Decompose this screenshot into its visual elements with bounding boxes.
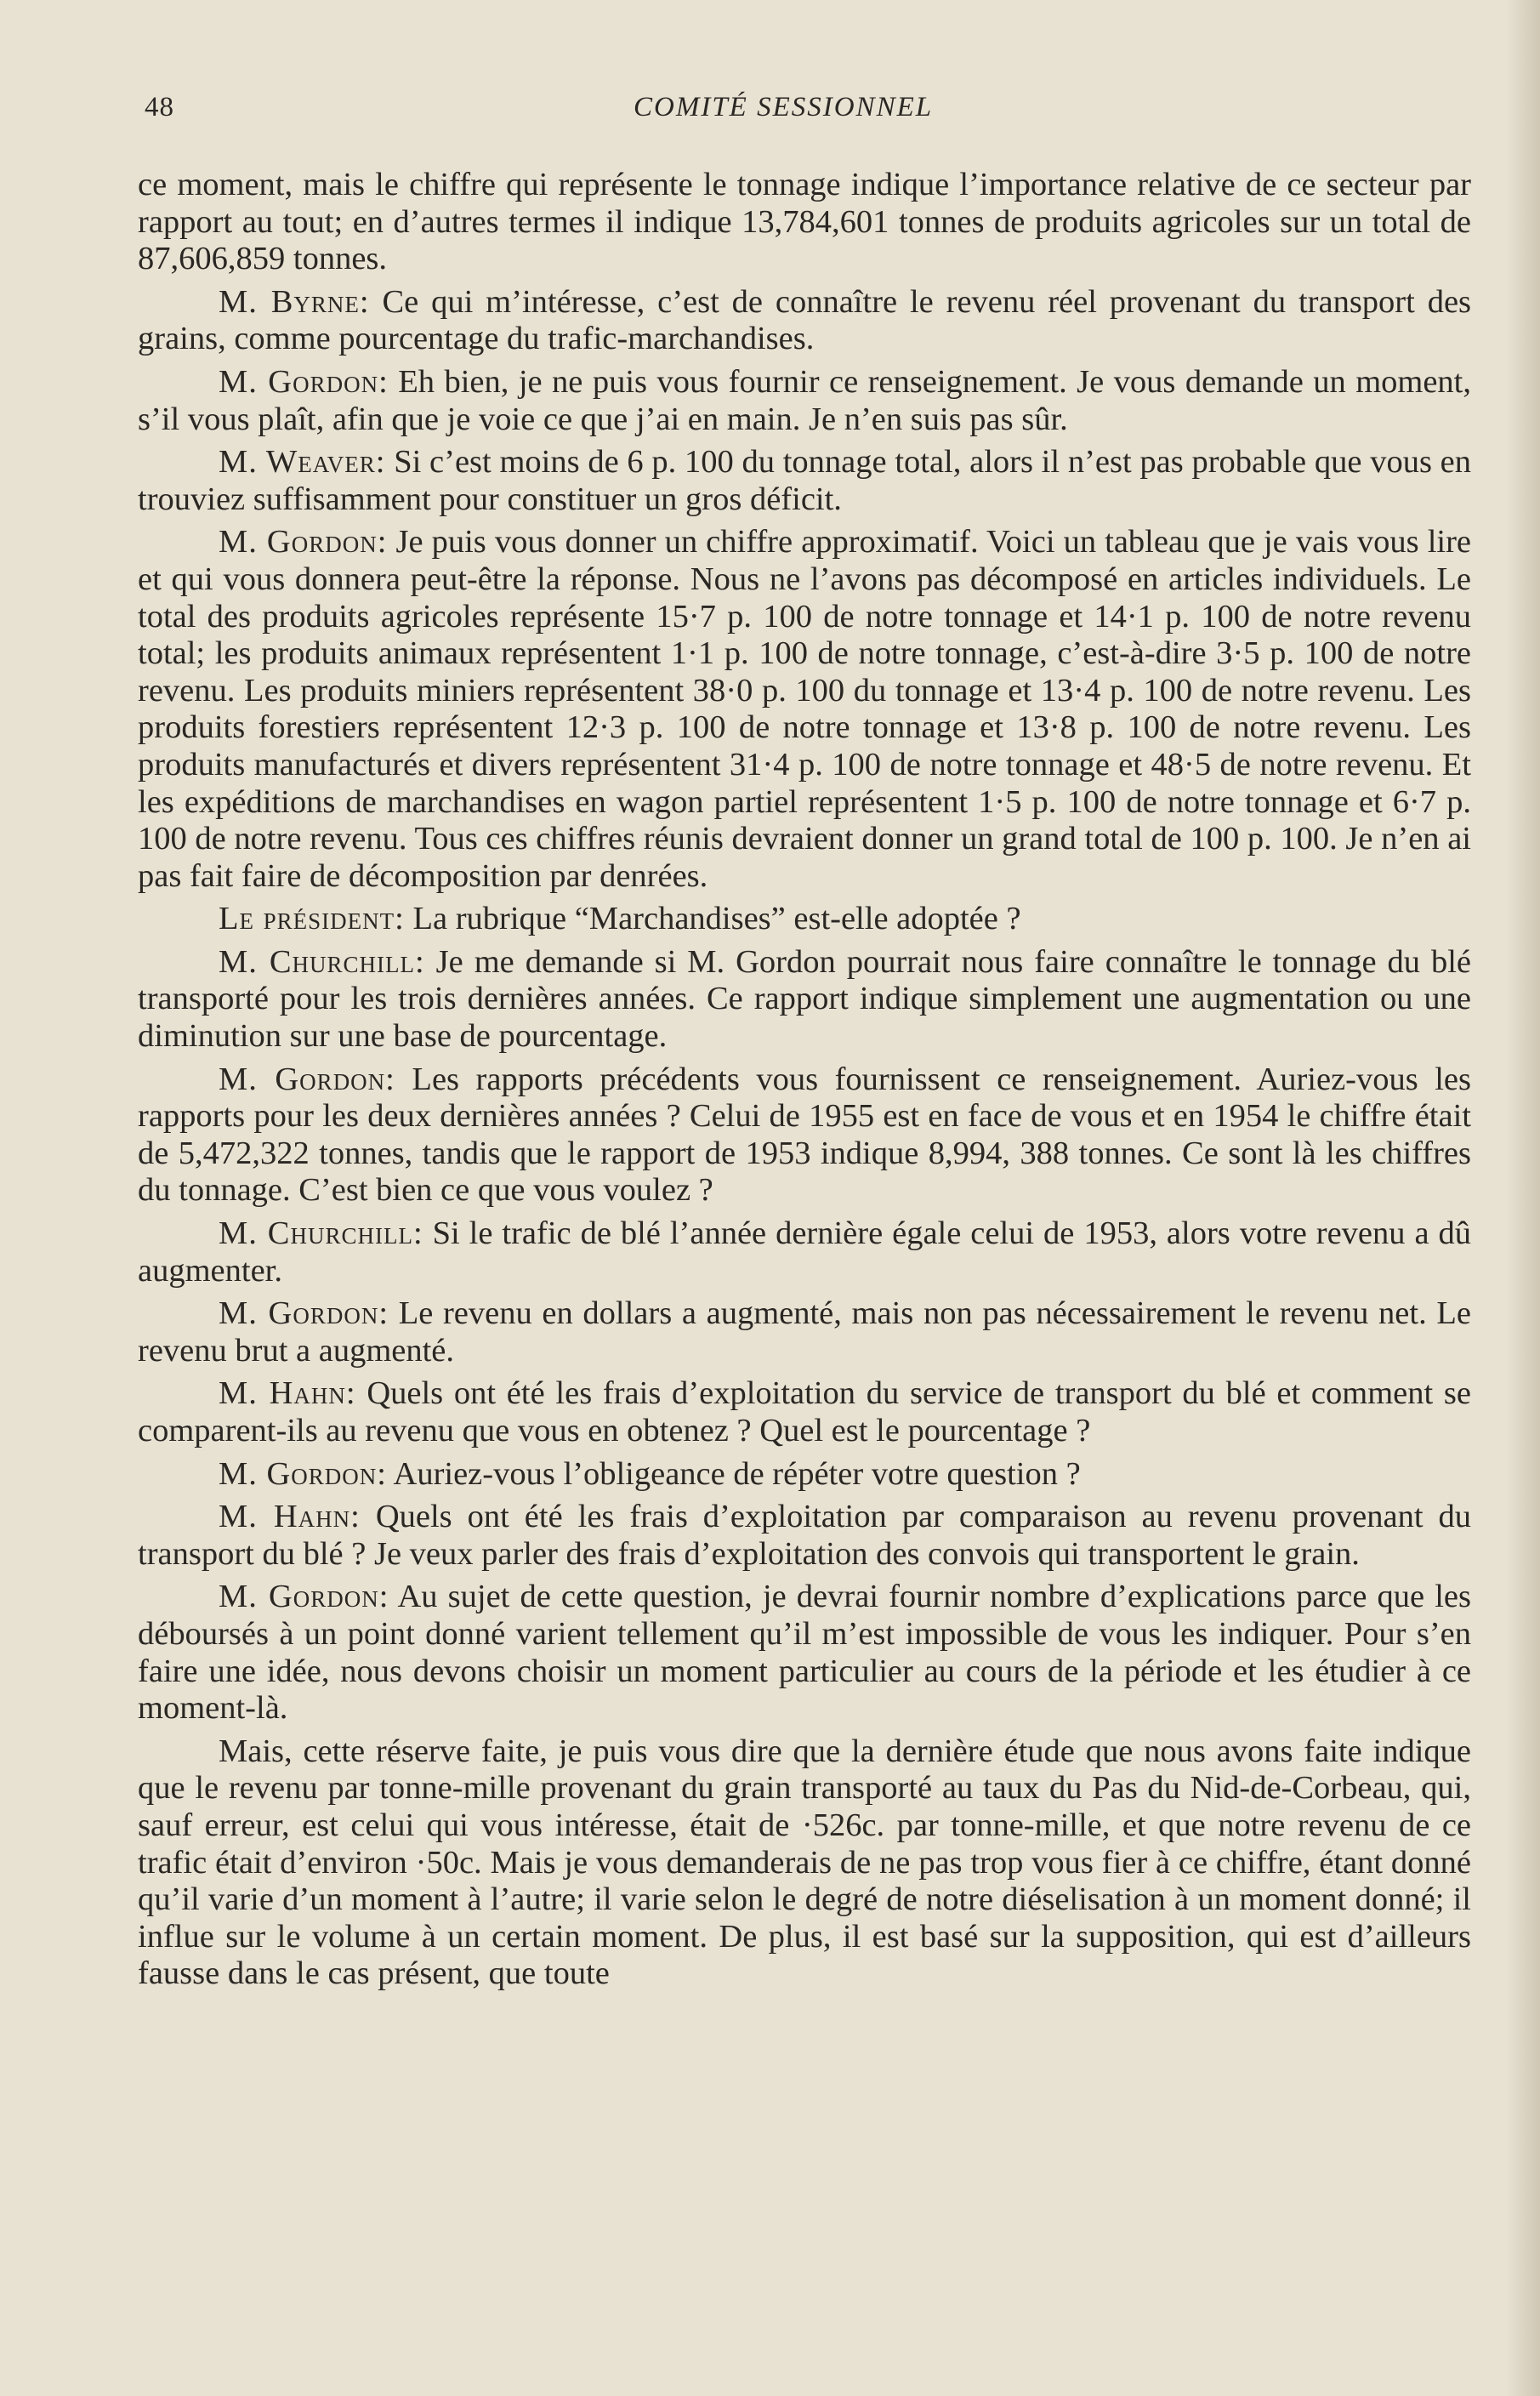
speaker-name: M. Churchill:	[219, 943, 425, 980]
paragraph	[138, 1733, 1471, 1993]
paragraph	[138, 364, 1471, 438]
paragraph	[138, 1295, 1471, 1369]
speaker-name: M. Hahn:	[219, 1375, 356, 1412]
paragraph-text: Au sujet de cette question, je devrai fournir nombre d’explications parce que les déboursés à un point donné varient tellement qu’il m’est impossible de vous les indiquer. Pour s’en faire une idée, nous devons choisir un moment particulier au cours de la période et les étudier à ce moment-là.	[138, 1579, 1471, 1727]
paragraph-text: Je puis vous donner un chiffre approximatif. Voici un tableau que je vais vous lire et qui vous donnera peut-être la réponse. Nous ne l’avons pas décomposé en articles individuels. Le total des produits agricoles représente 15·7 p. 100 de notre tonnage et 14·1 p. 100 de notre revenu total; les produits animaux représentent 1·1 p. 100 de notre tonnage, c’est-à-dire 3·5 p. 100 de notre revenu. Les produits miniers représentent 38·0 p. 100 du tonnage et 13·4 p. 100 de notre revenu. Les produits forestiers représentent 12·3 p. 100 de notre tonnage et 13·8 p. 100 de notre revenu. Les produits manufacturés et divers représentent 31·4 p. 100 de notre tonnage et 48·5 de notre revenu. Et les expéditions de marchandises en wagon partiel représentent 1·5 p. 100 de notre tonnage et 6·7 p. 100 de notre revenu. Tous ces chiffres réunis devraient donner un grand total de 100 p. 100. Je n’en ai pas fait faire de décomposition par denrées.	[138, 524, 1471, 894]
page-edge-shadow	[1506, 0, 1540, 2396]
speaker-name: M. Gordon:	[219, 1455, 387, 1492]
speaker-name: M. Gordon:	[219, 524, 388, 561]
paragraph-text: Eh bien, je ne puis vous fournir ce renseignement. Je vous demande un moment, s’il vous plaît, afin que je voie ce que j’ai en main. Je n’en suis pas sûr.	[138, 363, 1471, 437]
paragraph-text: Le revenu en dollars a augmenté, mais non pas nécessairement le revenu net. Le revenu brut a augmenté.	[138, 1295, 1471, 1369]
paragraph	[138, 444, 1471, 518]
running-head: COMITÉ SESSIONNEL	[634, 92, 934, 122]
paragraph	[138, 901, 1471, 938]
speaker-name: M. Gordon:	[219, 1295, 389, 1332]
paragraph	[138, 167, 1471, 278]
paragraph-text: Ce qui m’intéresse, c’est de connaître le revenu réel provenant du transport des grains, comme pourcentage du trafic-marchandises.	[138, 283, 1472, 357]
paragraph	[138, 1579, 1471, 1727]
paragraph	[138, 1375, 1471, 1449]
speaker-name: M. Byrne:	[219, 283, 370, 320]
paragraph-text: Je me demande si M. Gordon pourrait nous faire connaître le tonnage du blé transporté pour les trois dernières années. Ce rapport indique simplement une augmentation ou une diminution sur une base de pourcentage.	[138, 943, 1471, 1055]
paragraph-text: ce moment, mais le chiffre qui représente le tonnage indique l’importance relative de ce secteur par rapport au tout; en d’autres termes il indique 13,784,601 tonnes de produits agricoles sur un total de 87,606,859 tonnes.	[138, 167, 1471, 277]
paragraph-text: Mais, cette réserve faite, je puis vous dire que la dernière étude que nous avons faite indique que le revenu par tonne-mille provenant du grain transporté au taux du Pas du Nid-de-Corbeau, qui, sauf erreur, est celui qui vous intéresse, était de ·526c. par tonne-mille, et que notre revenu de ce trafic était d’environ ·50c. Mais je vous demanderais de ne pas trop vous fier à ce chiffre, étant donné qu’il varie d’un moment à l’autre; il varie selon le degré de notre diéselisation à un moment donné; il influe sur le volume à un certain moment. De plus, il est basé sur la supposition, qui est d’ailleurs fausse dans le cas présent, que toute	[138, 1733, 1471, 1992]
paragraph	[138, 284, 1471, 358]
paragraph-text: Si le trafic de blé l’année dernière égale celui de 1953, alors votre revenu a dû augmenter.	[138, 1215, 1471, 1289]
speaker-name: M. Hahn:	[219, 1499, 361, 1535]
page-header	[145, 92, 1471, 134]
speaker-name: M. Gordon:	[219, 363, 389, 400]
body-text	[138, 167, 1471, 1999]
paragraph	[138, 524, 1471, 895]
speaker-name: Le président:	[219, 901, 405, 937]
speaker-name: M. Gordon:	[219, 1061, 395, 1097]
paragraph-text: Auriez-vous l’obligeance de répéter votre question ?	[393, 1455, 1081, 1492]
paragraph-text: Quels ont été les frais d’exploitation du service de transport du blé et comment se comparent-ils au revenu que vous en obtenez ? Quel est le pourcentage ?	[138, 1375, 1471, 1448]
paragraph	[138, 1456, 1471, 1494]
paragraph	[138, 944, 1471, 1056]
paragraph-text: La rubrique “Marchandises” est-elle adoptée ?	[412, 901, 1021, 937]
paragraph	[138, 1061, 1471, 1209]
paragraph-text: Quels ont été les frais d’exploitation par comparaison au revenu provenant du transport du blé ? Je veux parler des frais d’exploitation des convois qui transportent le grain.	[138, 1499, 1472, 1572]
page-number: 48	[145, 92, 174, 122]
speaker-name: M. Weaver:	[219, 444, 386, 481]
paragraph-text: Si c’est moins de 6 p. 100 du tonnage total, alors il n’est pas probable que vous en trouviez suffisamment pour constituer un gros déficit.	[138, 444, 1472, 517]
paragraph-text: Les rapports précédents vous fournissent ce renseignement. Auriez-vous les rapports pour les deux dernières années ? Celui de 1955 est en face de vous et en 1954 le chiffre était de 5,472,322 tonnes, tandis que le rapport de 1953 indique 8,994, 388 tonnes. Ce sont là les chiffres du tonnage. C’est bien ce que vous voulez ?	[138, 1061, 1471, 1209]
speaker-name: M. Churchill:	[219, 1215, 423, 1252]
paragraph	[138, 1499, 1471, 1573]
paragraph	[138, 1215, 1471, 1289]
speaker-name: M. Gordon:	[219, 1579, 389, 1615]
